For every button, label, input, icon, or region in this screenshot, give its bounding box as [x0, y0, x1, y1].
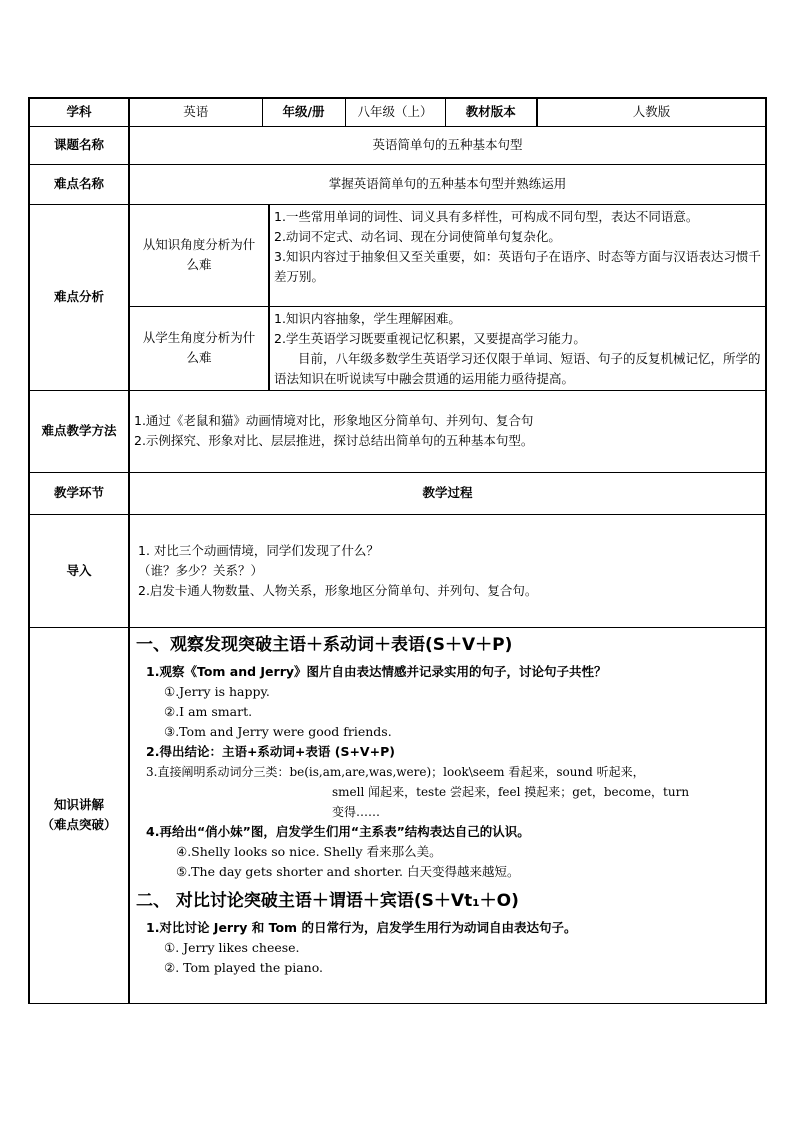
topic-label: 课题名称 [29, 126, 129, 164]
intro-content [129, 514, 766, 627]
part1-title: 一、观察发现突破主语＋系动词＋表语(S＋V＋P) [136, 634, 513, 655]
part1-step1: 1.观察《Tom and Jerry》图片自由表达情感并记录实用的句子，讨论句子共性？ [146, 663, 607, 679]
process-stage-label: 教学环节 [29, 472, 129, 514]
part1-step3-line-2: smell 闻起来，teste 尝起来，feel 摸起来；get，become，turn [332, 784, 690, 799]
student-line-3: 目前，八年级多数学生英语学习还仅限于单词、短语、句子的反复机械记忆，所学的语法知识在听说读写中融会贯通的运用能力亟待提高。 [274, 350, 761, 386]
knowledge-line-1: 1.一些常用单词的词性、词义具有多样性，可构成不同句型，表达不同语意。 [274, 208, 699, 224]
knowledge-angle-content [269, 204, 766, 306]
part2-example-1: ①. Jerry likes cheese. [164, 939, 300, 955]
student-line-1: 1.知识内容抽象，学生理解困难。 [274, 310, 461, 326]
difficulty-label: 难点名称 [29, 164, 129, 204]
part1-example-5: ⑤.The day gets shorter and shorter. 白天变得越来越短。 [176, 863, 520, 879]
knowledge-angle-label: 从知识角度分析为什么难 [129, 204, 269, 306]
intro-line-1: 1. 对比三个动画情境，同学们发现了什么？ [138, 542, 379, 558]
edition-value: 人教版 [537, 98, 766, 126]
part1-step3-line-1: 3.直接阐明系动词分三类：be(is,am,are,was,were)；look\seem 看起来，sound 听起来， [146, 764, 645, 779]
intro-line-2: （谁？多少？关系？） [138, 562, 264, 578]
part1-example-1: ①.Jerry is happy. [164, 683, 270, 699]
difficulty-value: 掌握英语简单句的五种基本句型并熟练运用 [129, 164, 766, 204]
student-angle-content [269, 306, 766, 390]
knowledge-section-content [129, 627, 766, 1003]
part1-step4: 4.再给出“俏小妹”图，启发学生们用“主系表”结构表达自己的认识。 [146, 823, 530, 839]
edition-label: 教材版本 [445, 98, 537, 126]
method-label: 难点教学方法 [29, 390, 129, 472]
analysis-label: 难点分析 [29, 204, 129, 390]
student-line-2: 2.学生英语学习既要重视记忆积累，又要提高学习能力。 [274, 330, 586, 346]
topic-value: 英语简单句的五种基本句型 [129, 126, 766, 164]
grade-label: 年级/册 [262, 98, 345, 126]
lesson-plan-table [28, 97, 765, 1004]
intro-line-3: 2.启发卡通人物数量、人物关系，形象地区分简单句、并列句、复合句。 [138, 582, 538, 598]
part2-example-2: ②. Tom played the piano. [164, 959, 323, 975]
intro-label: 导入 [29, 514, 129, 627]
student-angle-label: 从学生角度分析为什么难 [129, 306, 269, 390]
part2-step1: 1.对比讨论 Jerry 和 Tom 的日常行为，启发学生用行为动词自由表达句子。 [146, 919, 577, 935]
method-line-1: 1.通过《老鼠和猫》动画情境对比，形象地区分简单句、并列句、复合句 [134, 413, 534, 428]
knowledge-line-3: 3.知识内容过于抽象但又至关重要，如：英语句子在语序、时态等方面与汉语表达习惯千差万别。 [274, 248, 761, 284]
grade-value: 八年级（上） [345, 98, 445, 126]
knowledge-section-subtitle: （难点突破） [41, 817, 117, 832]
part1-example-2: ②.I am smart. [164, 703, 253, 719]
part1-step3-line-3: 变得…… [332, 804, 381, 819]
part1-step2: 2.得出结论：主语+系动词+表语 (S+V+P) [146, 743, 395, 759]
part1-example-4: ④.Shelly looks so nice. Shelly 看来那么美。 [176, 843, 442, 859]
method-line-2: 2.示例探究、形象对比、层层推进，探讨总结出简单句的五种基本句型。 [134, 433, 534, 448]
knowledge-section-label [29, 627, 129, 1003]
subject-label: 学科 [29, 98, 129, 126]
method-content [129, 390, 766, 472]
subject-value: 英语 [129, 98, 262, 126]
knowledge-section-title: 知识讲解 [53, 797, 104, 812]
process-label: 教学过程 [129, 472, 766, 514]
knowledge-line-2: 2.动词不定式、动名词、现在分词使简单句复杂化。 [274, 228, 561, 244]
part2-title: 二、 对比讨论突破主语＋谓语＋宾语(S＋Vt₁＋O) [136, 890, 519, 911]
part1-example-3: ③.Tom and Jerry were good friends. [164, 723, 392, 739]
